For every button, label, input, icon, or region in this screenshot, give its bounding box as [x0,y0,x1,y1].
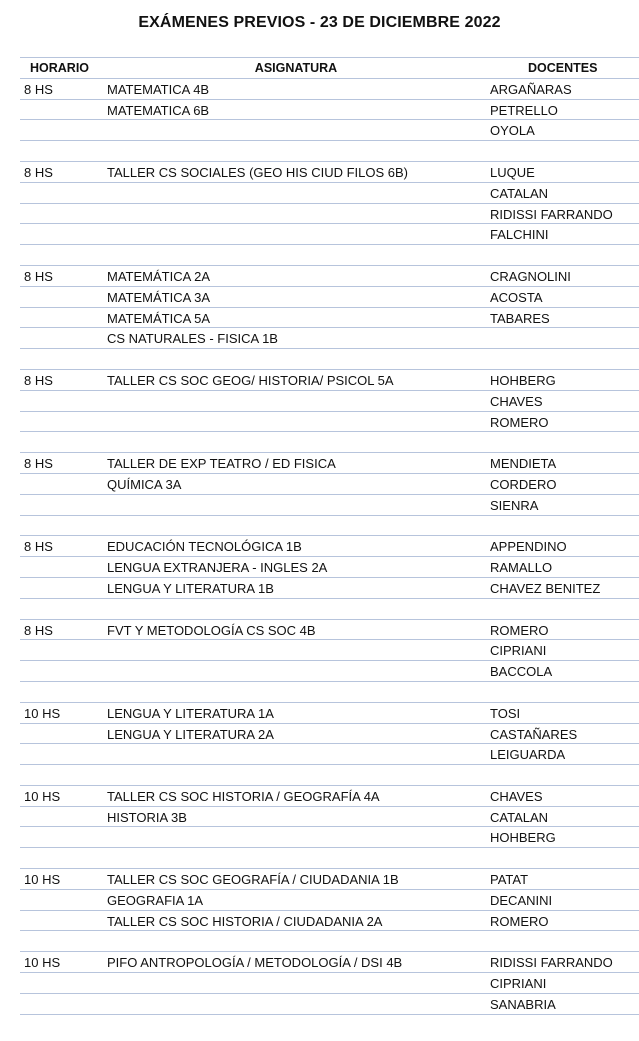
cell-docente: BACCOLA [490,664,553,680]
cell-asignatura: LENGUA EXTRANJERA - INGLES 2A [107,560,328,576]
table-row [20,557,639,578]
table-row [20,620,639,641]
header-horario: HORARIO [30,61,90,75]
cell-asignatura: HISTORIA 3B [107,809,187,825]
cell-horario: 8 HS [24,456,53,472]
cell-asignatura: GEOGRAFIA 1A [107,892,204,908]
cell-docente: FALCHINI [490,227,549,243]
cell-docente: SIENRA [490,497,539,513]
cell-docente: ROMERO [490,414,549,430]
cell-docente: ACOSTA [490,289,543,305]
cell-docente: ROMERO [490,622,549,638]
cell-horario: 10 HS [24,955,61,971]
cell-asignatura: MATEMATICA 4B [107,81,210,97]
table-row [20,931,639,952]
cell-docente: APPENDINO [490,539,567,555]
cell-asignatura: MATEMATICA 6B [107,102,210,118]
table-row [20,79,639,100]
cell-docente: TABARES [490,310,550,326]
table-row [20,308,639,329]
cell-docente: PATAT [490,872,529,888]
cell-asignatura: LENGUA Y LITERATURA 1B [107,580,274,596]
table-row [20,266,639,287]
table-row [20,952,639,973]
table-row [20,911,639,932]
cell-docente: CASTAÑARES [490,726,578,742]
cell-docente: RIDISSI FARRANDO [490,955,613,971]
table-row [20,973,639,994]
table-row [20,578,639,599]
cell-asignatura: TALLER CS SOC HISTORIA / CIUDADANIA 2A [107,913,383,929]
table-row [20,724,639,745]
exam-schedule-table [20,58,639,1015]
cell-docente: RAMALLO [490,560,553,576]
cell-docente: ARGAÑARAS [490,81,572,97]
table-body [20,79,639,1015]
table-row [20,682,639,703]
cell-docente: MENDIETA [490,456,557,472]
cell-docente: CIPRIANI [490,643,547,659]
cell-horario: 10 HS [24,872,61,888]
cell-asignatura: CS NATURALES - FISICA 1B [107,331,278,347]
cell-asignatura: FVT Y METODOLOGÍA CS SOC 4B [107,622,316,638]
table-row [20,391,639,412]
cell-horario: 8 HS [24,539,53,555]
cell-asignatura: TALLER CS SOC GEOGRAFÍA / CIUDADANIA 1B [107,872,399,888]
table-row [20,162,639,183]
cell-horario: 8 HS [24,372,53,388]
table-row [20,204,639,225]
cell-asignatura: EDUCACIÓN TECNOLÓGICA 1B [107,539,302,555]
cell-docente: HOHBERG [490,372,556,388]
cell-docente: RIDISSI FARRANDO [490,206,613,222]
cell-asignatura: MATEMÁTICA 5A [107,310,211,326]
table-row [20,807,639,828]
table-row [20,661,639,682]
table-row [20,744,639,765]
cell-docente: TOSI [490,705,521,721]
header-asignatura: ASIGNATURA [254,61,338,75]
cell-asignatura: TALLER DE EXP TEATRO / ED FISICA [107,456,336,472]
table-row [20,640,639,661]
table-row [20,869,639,890]
table-row [20,994,639,1015]
table-header-row [20,58,639,79]
table-row [20,328,639,349]
table-row [20,765,639,786]
table-row [20,516,639,537]
cell-docente: LUQUE [490,164,535,180]
table-row [20,495,639,516]
table-row [20,890,639,911]
cell-docente: CORDERO [490,476,557,492]
cell-asignatura: QUÍMICA 3A [107,476,182,492]
cell-horario: 8 HS [24,268,53,284]
cell-docente: CATALAN [490,185,549,201]
table-row [20,120,639,141]
cell-asignatura: LENGUA Y LITERATURA 2A [107,726,274,742]
cell-docente: DECANINI [490,892,553,908]
table-row [20,245,639,266]
cell-docente: OYOLA [490,123,535,139]
table-row [20,287,639,308]
table-row [20,141,639,162]
table-row [20,370,639,391]
table-row [20,599,639,620]
cell-horario: 8 HS [24,81,53,97]
cell-horario: 8 HS [24,164,53,180]
table-row [20,474,639,495]
table-row [20,536,639,557]
table-row [20,432,639,453]
page-title: EXÁMENES PREVIOS - 23 DE DICIEMBRE 2022 [138,14,501,31]
table-row [20,827,639,848]
table-row [20,349,639,370]
cell-docente: CHAVES [490,788,543,804]
table-row [20,224,639,245]
cell-asignatura: TALLER CS SOC GEOG/ HISTORIA/ PSICOL 5A [107,372,394,388]
cell-docente: LEIGUARDA [490,747,566,763]
cell-docente: ROMERO [490,913,549,929]
cell-docente: PETRELLO [490,102,558,118]
cell-asignatura: PIFO ANTROPOLOGÍA / METODOLOGÍA / DSI 4B [107,955,403,971]
cell-docente: SANABRIA [490,996,556,1012]
cell-horario: 10 HS [24,705,61,721]
cell-horario: 8 HS [24,622,53,638]
cell-asignatura: MATEMÁTICA 2A [107,268,211,284]
table-row [20,703,639,724]
table-row [20,100,639,121]
table-row [20,786,639,807]
table-row [20,848,639,869]
cell-docente: CIPRIANI [490,976,547,992]
cell-asignatura: TALLER CS SOCIALES (GEO HIS CIUD FILOS 6B) [107,164,408,180]
table-row [20,453,639,474]
cell-docente: CHAVEZ BENITEZ [490,580,601,596]
table-row [20,183,639,204]
header-docentes: DOCENTES [528,61,598,75]
cell-docente: CRAGNOLINI [490,268,571,284]
cell-asignatura: TALLER CS SOC HISTORIA / GEOGRAFÍA 4A [107,788,380,804]
cell-horario: 10 HS [24,788,61,804]
cell-asignatura: LENGUA Y LITERATURA 1A [107,705,274,721]
table-row [20,412,639,433]
cell-asignatura: MATEMÁTICA 3A [107,289,211,305]
cell-docente: CATALAN [490,809,549,825]
cell-docente: CHAVES [490,393,543,409]
cell-docente: HOHBERG [490,830,556,846]
